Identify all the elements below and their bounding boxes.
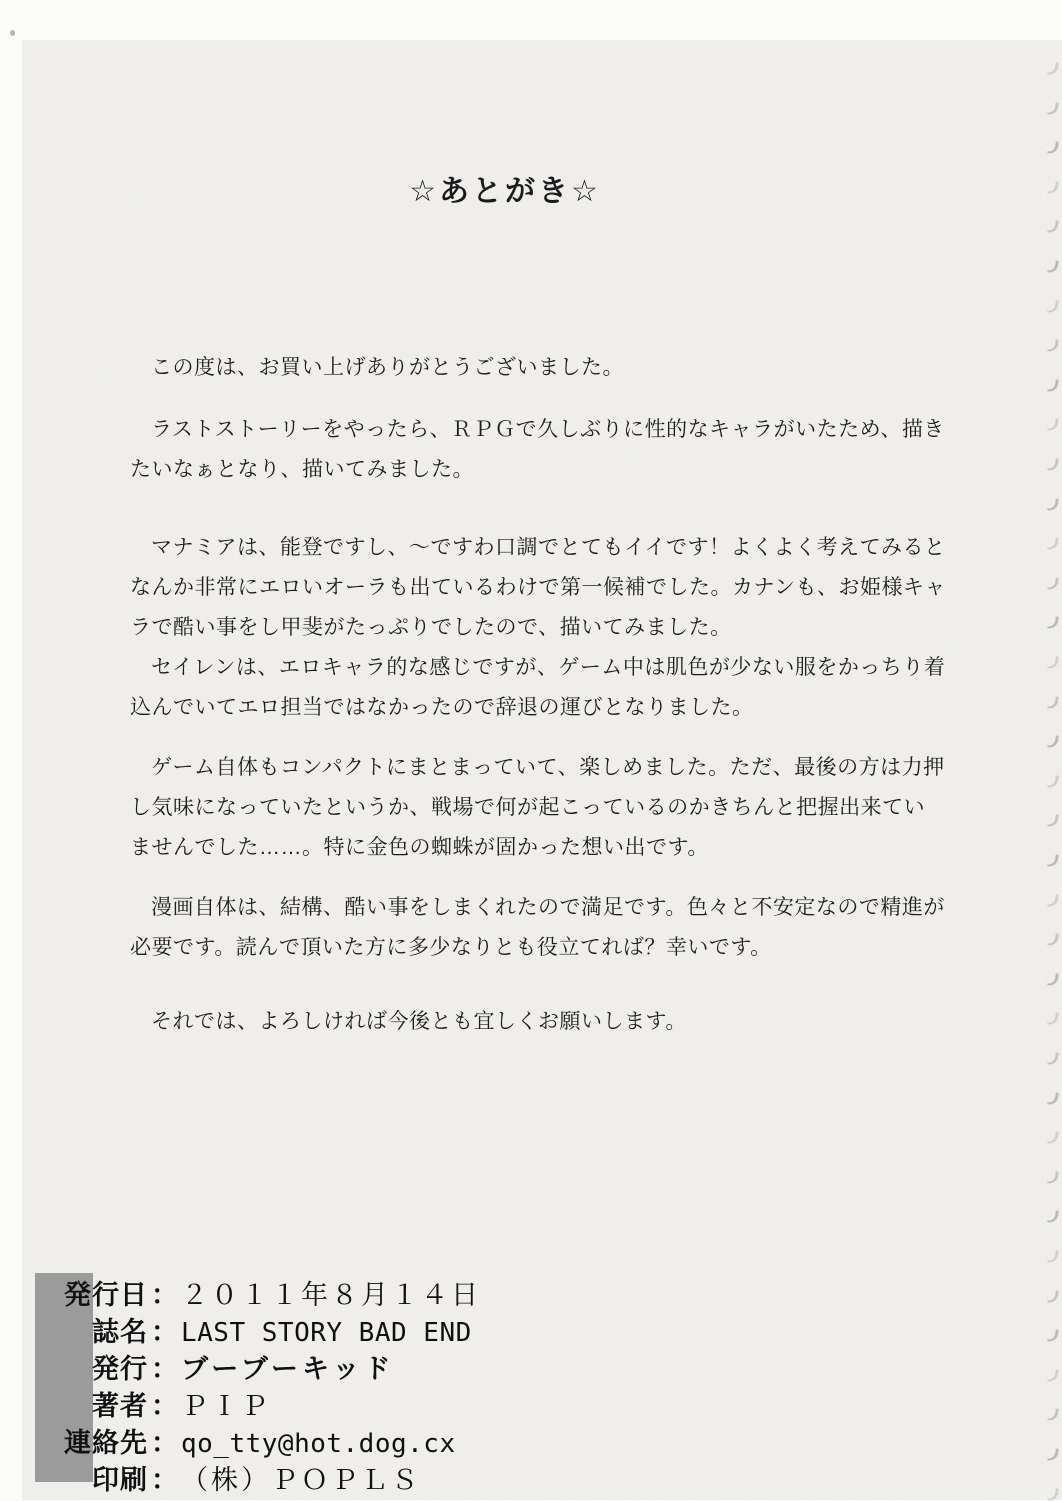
colophon-separator: ：: [151, 1428, 178, 1458]
colophon-label-publication-date: 発行日: [64, 1280, 148, 1310]
colophon-row-publisher: [36, 1351, 636, 1388]
afterword-title: ☆あとがき☆: [409, 175, 601, 208]
colophon-label-printer: 印刷: [92, 1465, 148, 1495]
afterword-paragraph-3: マナミアは、能登ですし、～ですわ口調でとてもイイです！よくよく考えてみるとなんか非常にエロいオーラも出ているわけで第一候補でした。カナンも、お姫様キャラで酷い事をし甲斐がたっぷりでしたので、描いてみました。: [130, 536, 946, 639]
colophon-label-author: 著者: [92, 1391, 148, 1421]
afterword-paragraph-2: ラストストーリーをやったら、ＲＰＧで久しぶりに性的なキャラがいたため、描きたいなぁとなり、描いてみました。: [130, 418, 945, 481]
colophon-row-printer: [36, 1462, 636, 1499]
afterword-paragraph-1: この度は、お買い上げありがとうございました。: [151, 356, 624, 379]
colophon-label-publisher: 発行: [92, 1354, 148, 1384]
colophon-separator: ：: [151, 1354, 178, 1384]
colophon-value-contact: qo_tty@hot.dog.cx: [181, 1429, 456, 1459]
colophon-row-author: [36, 1388, 636, 1425]
scan-dust-speck: [10, 30, 15, 36]
colophon-row-publication-date: [36, 1277, 636, 1314]
colophon-value-publication-date: ２０１１年８月１４日: [181, 1280, 481, 1310]
colophon-separator: ：: [151, 1391, 178, 1421]
colophon-separator: ：: [151, 1280, 178, 1310]
colophon-label-contact: 連絡先: [64, 1428, 148, 1458]
colophon-separator: ：: [151, 1317, 178, 1347]
colophon-value-book-title: LAST STORY BAD END: [181, 1318, 472, 1348]
colophon-row-book-title: [36, 1314, 636, 1351]
colophon-label-book-title: 誌名: [92, 1317, 148, 1347]
colophon-value-publisher: ブーブーキッド: [181, 1354, 395, 1384]
afterword-paragraph-7: それでは、よろしければ今後とも宜しくお願いします。: [151, 1010, 687, 1033]
colophon-row-contact: [36, 1425, 636, 1462]
afterword-paragraph-4: セイレンは、エロキャラ的な感じですが、ゲーム中は肌色が少ない服をかっちり着込んでいてエロ担当ではなかったので辞退の運びとなりました。: [130, 656, 946, 719]
afterword-paragraph-6: 漫画自体は、結構、酷い事をしまくれたので満足です。色々と不安定なので精進が必要です。読んで頂いた方に多少なりとも役立てれば？幸いです。: [130, 896, 945, 959]
colophon: [36, 1277, 636, 1499]
colophon-value-printer: （株）ＰＯＰＬＳ: [181, 1465, 421, 1495]
colophon-value-author: ＰＩＰ: [181, 1391, 271, 1421]
colophon-separator: ：: [151, 1465, 178, 1495]
afterword-paragraph-5: ゲーム自体もコンパクトにまとまっていて、楽しめました。ただ、最後の方は力押し気味になっていたというか、戦場で何が起こっているのかきちんと把握出来ていませんでした……。特に金色の蜘蛛が固かった想い出です。: [130, 756, 945, 859]
